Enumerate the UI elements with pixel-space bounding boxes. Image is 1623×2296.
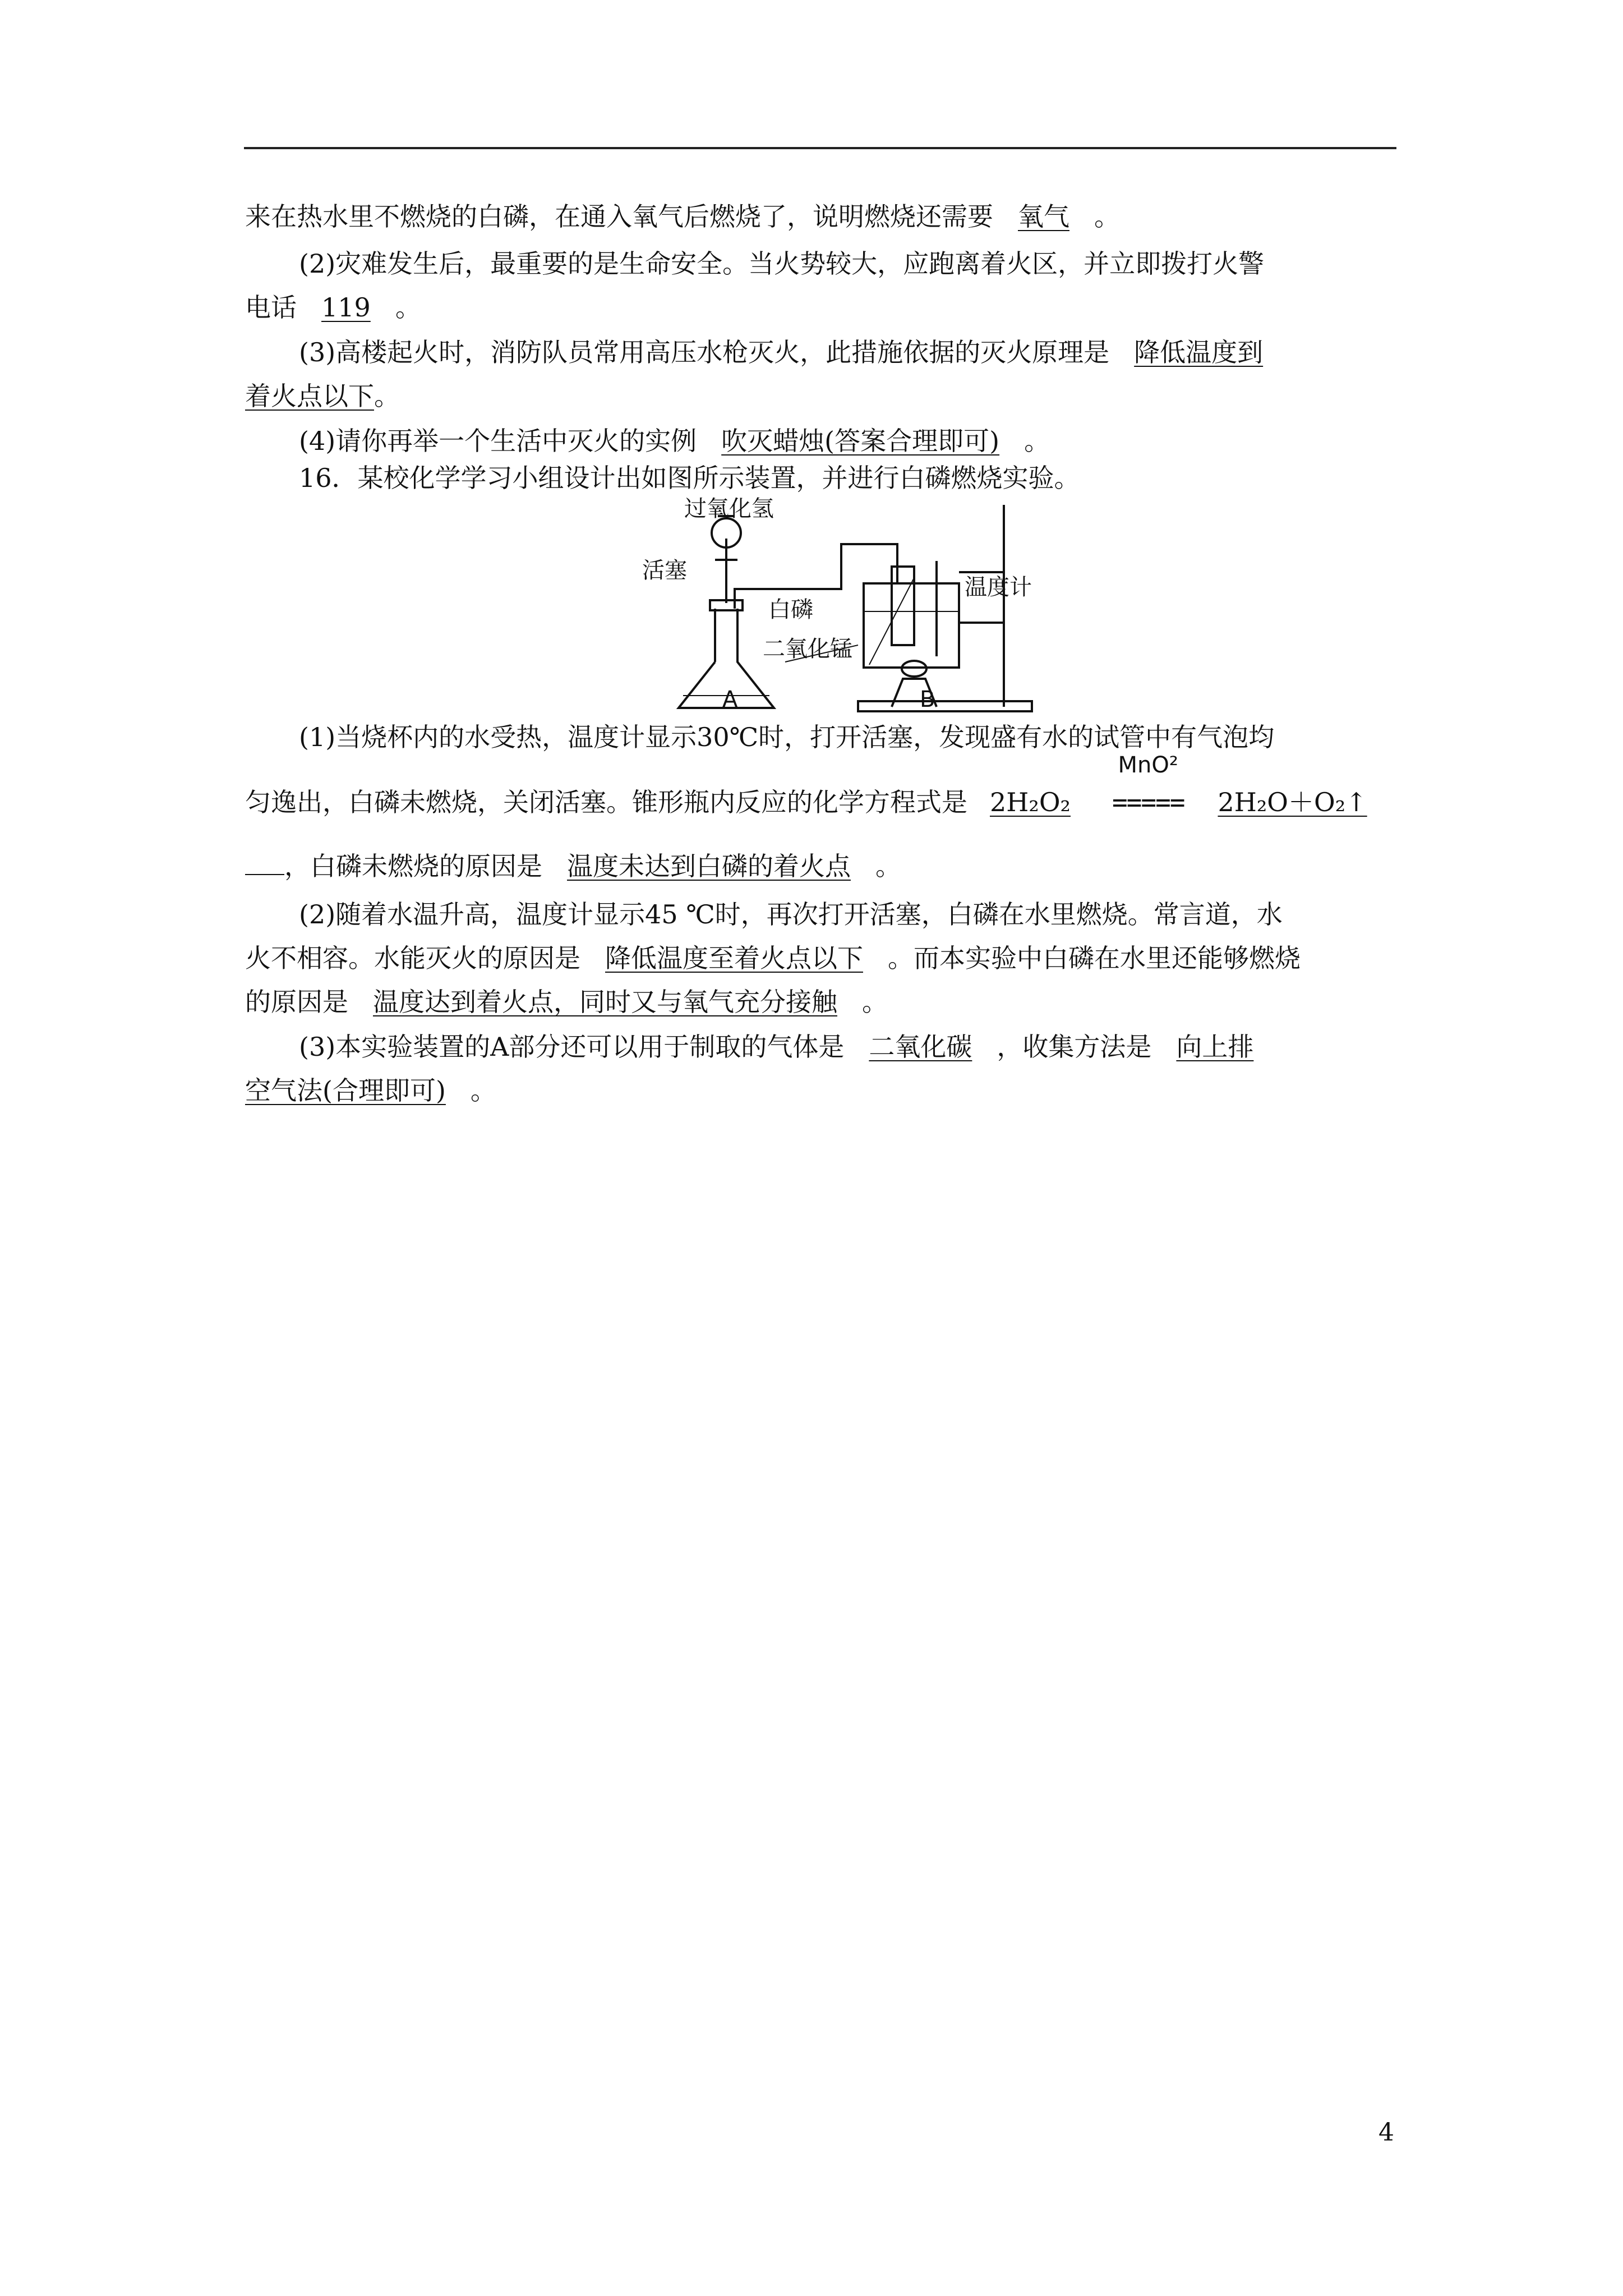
equation-sign: MnO² ===== xyxy=(1078,785,1218,819)
answer-reason-not-burn: 温度未达到白磷的着火点 xyxy=(567,851,851,881)
answer-oxygen: 氧气 xyxy=(1018,201,1069,232)
answer-water-extinguish: 降低温度至着火点以下 xyxy=(605,943,863,973)
text-line-11: (2)随着水温升高，温度计显示45 ℃时，再次打开活塞，白磷在水里燃烧。常言道，水 xyxy=(299,899,1283,930)
beaker-icon xyxy=(864,583,959,668)
answer-principle-part1: 降低温度到 xyxy=(1134,337,1264,367)
equation-right: 2H₂O＋O₂↑ xyxy=(1218,787,1367,817)
answer-principle-part2: 着火点以下 xyxy=(245,381,374,411)
text-line-1: 来在热水里不燃烧的白磷，在通入氧气后燃烧了，说明燃烧还需要 氧气 。 xyxy=(245,201,1120,232)
answer-119: 119 xyxy=(321,292,371,323)
text-line-4: (3)高楼起火时，消防队员常用高压水枪灭火，此措施依据的灭火原理是 降低温度到 xyxy=(299,337,1264,367)
label-h2o2: 过氧化氢 xyxy=(684,496,774,522)
page-number: 4 xyxy=(1378,2118,1394,2147)
text-line-3: 电话 119 。 xyxy=(245,292,421,323)
header-rule xyxy=(244,147,1396,149)
text-line-12: 火不相容。水能灭火的原因是 降低温度至着火点以下 。而本实验中白磷在水里还能够燃烧 xyxy=(245,943,1301,973)
label-thermometer: 温度计 xyxy=(965,574,1032,600)
text-line-9: 匀逸出，白磷未燃烧，关闭活塞。锥形瓶内反应的化学方程式是 2H₂O₂ MnO² ===== 2H₂O＋O₂↑ xyxy=(245,785,1367,819)
text-line-15: 空气法(合理即可) 。 xyxy=(245,1075,496,1106)
answer-collection-part1: 向上排 xyxy=(1176,1032,1254,1062)
catalyst-label: MnO² xyxy=(1118,752,1178,778)
apparatus-figure xyxy=(600,494,1060,718)
question-16-title: 16．某校化学学习小组设计出如图所示装置，并进行白磷燃烧实验。 xyxy=(299,463,1080,493)
answer-burn-in-water: 温度达到着火点，同时又与氧气充分接触 xyxy=(373,987,837,1017)
text-line-14: (3)本实验装置的A部分还可以用于制取的气体是 二氧化碳 ，收集方法是 向上排 xyxy=(299,1032,1254,1062)
label-mno2: 二氧化锰 xyxy=(763,636,852,662)
equation-left: 2H₂O₂ xyxy=(990,787,1071,817)
text-line-6: (4)请你再举一个生活中灭火的实例 吹灭蜡烛(答案合理即可) 。 xyxy=(299,426,1050,456)
answer-gas: 二氧化碳 xyxy=(869,1032,972,1062)
test-tube-icon xyxy=(892,567,914,645)
label-valve: 活塞 xyxy=(642,558,687,583)
text-line-10: ，白磷未燃烧的原因是 温度未达到白磷的着火点 。 xyxy=(245,849,901,883)
label-phosphorus: 白磷 xyxy=(768,597,813,623)
text-line-2: (2)灾难发生后，最重要的是生命安全。当火势较大，应跑离着火区，并立即拨打火警 xyxy=(299,249,1265,279)
label-a: A xyxy=(722,687,738,712)
text-line-5: 着火点以下。 xyxy=(245,381,400,411)
answer-example: 吹灭蜡烛(答案合理即可) xyxy=(721,426,1000,456)
answer-collection-part2: 空气法(合理即可) xyxy=(245,1075,446,1106)
text-line-13: 的原因是 温度达到着火点，同时又与氧气充分接触 。 xyxy=(245,987,888,1017)
label-b: B xyxy=(920,687,935,712)
text-line-8: (1)当烧杯内的水受热，温度计显示30℃时，打开活塞，发现盛有水的试管中有气泡均 xyxy=(299,722,1275,752)
